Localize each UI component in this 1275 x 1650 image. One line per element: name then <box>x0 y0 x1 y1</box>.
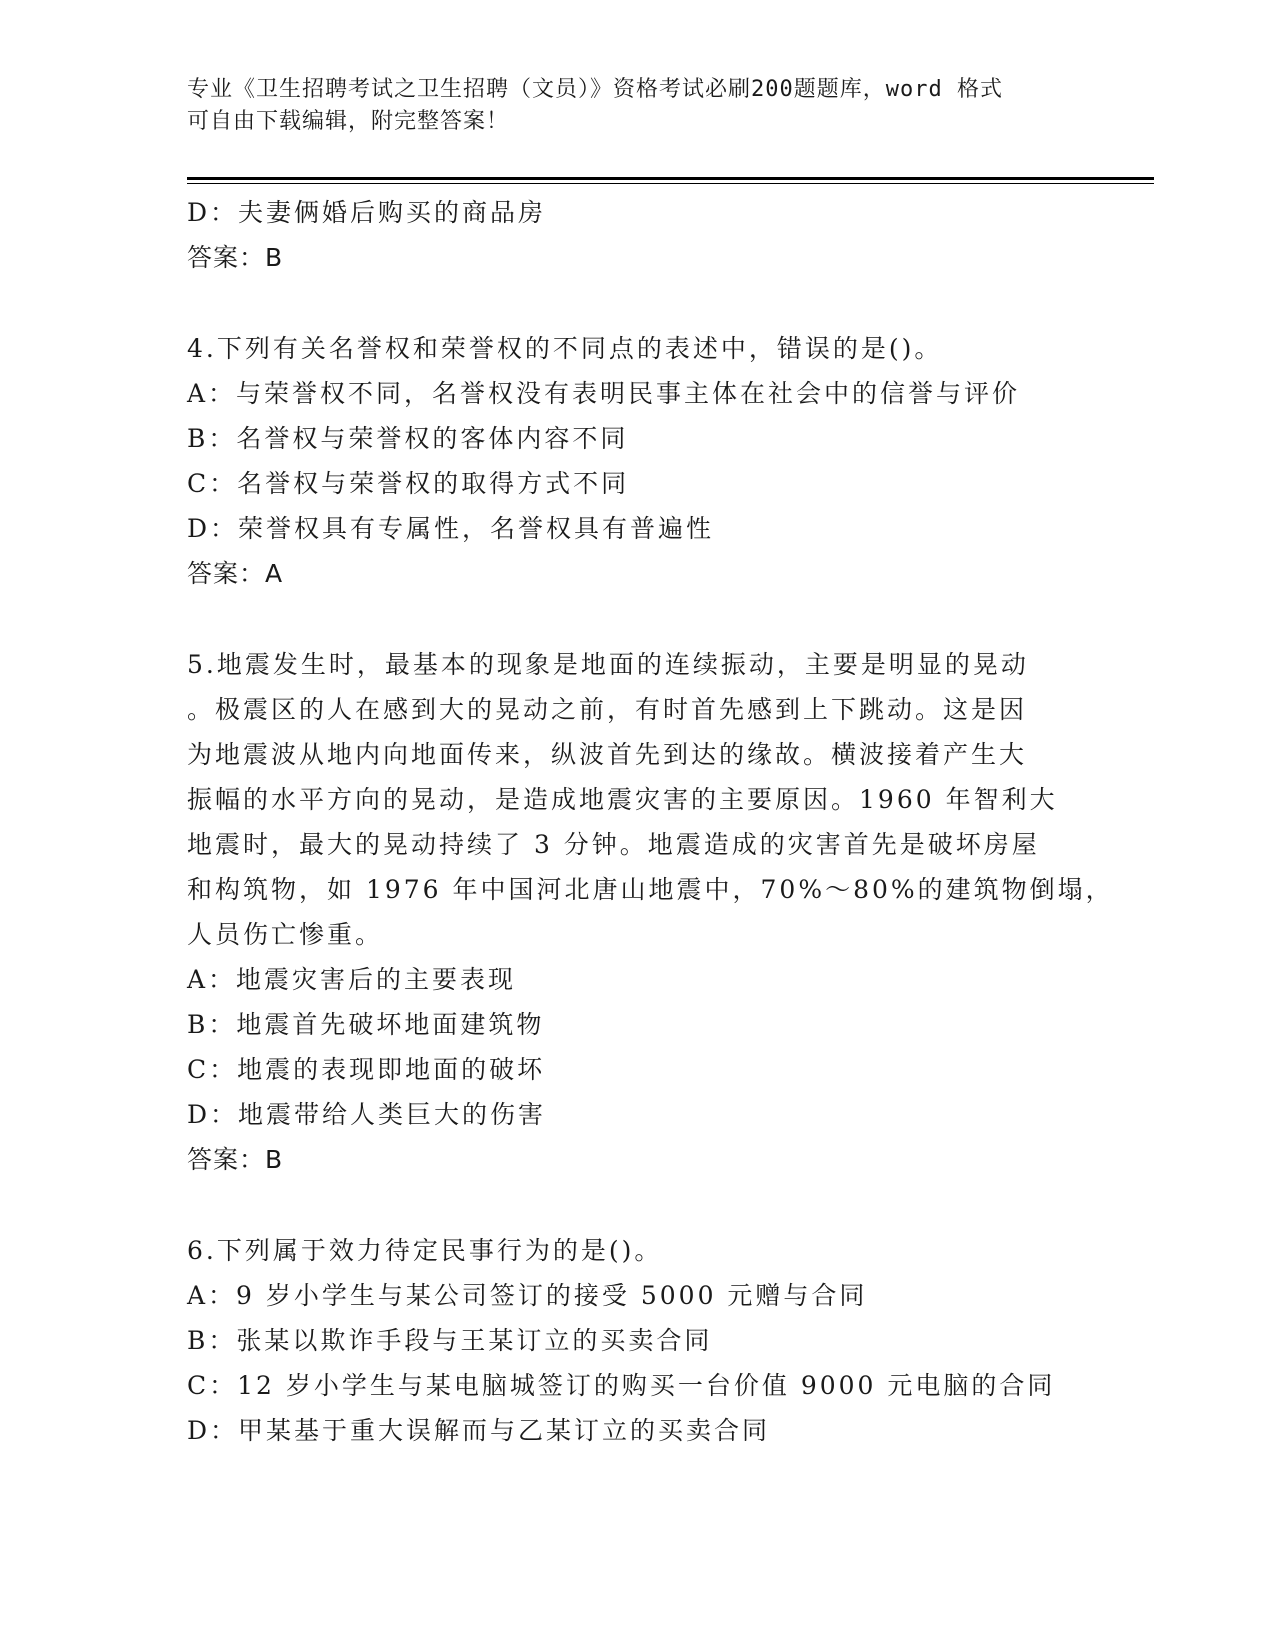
question-5 <box>187 642 1114 1182</box>
spacer <box>187 1182 1067 1228</box>
question-line: 地震时，最大的晃动持续了 3 分钟。地震造成的灾害首先是破坏房屋 <box>187 830 1040 859</box>
question-line: 振幅的水平方向的晃动，是造成地震灾害的主要原因。1960 年智利大 <box>187 785 1058 814</box>
header-line-1: 专业《卫生招聘考试之卫生招聘（文员）》资格考试必刷200题题库，word 格式 <box>187 77 1003 102</box>
answer: 答案：B <box>187 243 284 272</box>
question-line: 和构筑物，如 1976 年中国河北唐山地震中，70%～80%的建筑物倒塌， <box>187 875 1114 904</box>
answer: 答案：A <box>187 559 284 588</box>
header-line-2: 可自由下载编辑，附完整答案！ <box>187 109 510 134</box>
answer: 答案：B <box>187 1145 284 1174</box>
option-d: D：荣誉权具有专属性，名誉权具有普遍性 <box>187 514 715 543</box>
question-line: 为地震波从地内向地面传来，纵波首先到达的缘故。横波接着产生大 <box>187 740 1028 769</box>
question-3-tail <box>187 190 1067 280</box>
option-a: A：地震灾害后的主要表现 <box>187 965 517 994</box>
question-6 <box>187 1228 1067 1453</box>
option-c: C：名誉权与荣誉权的取得方式不同 <box>187 469 630 498</box>
spacer <box>187 596 1067 642</box>
header-divider-thin <box>187 183 1154 184</box>
spacer <box>187 280 1067 326</box>
option-d: D：夫妻俩婚后购买的商品房 <box>187 198 547 227</box>
option-c: C：地震的表现即地面的破坏 <box>187 1055 546 1084</box>
option-d: D：地震带给人类巨大的伤害 <box>187 1100 547 1129</box>
document-header <box>187 74 1067 138</box>
option-d: D：甲某基于重大误解而与乙某订立的买卖合同 <box>187 1416 771 1445</box>
question-text: 4.下列有关名誉权和荣誉权的不同点的表述中，错误的是()。 <box>187 334 943 363</box>
question-text: 6.下列属于效力待定民事行为的是()。 <box>187 1236 663 1265</box>
question-line: 。极震区的人在感到大的晃动之前，有时首先感到上下跳动。这是因 <box>187 695 1028 724</box>
header-divider-thick <box>187 177 1154 180</box>
option-a: A：9 岁小学生与某公司签订的接受 5000 元赠与合同 <box>187 1281 868 1310</box>
document-body <box>187 190 1114 1453</box>
option-b: B：名誉权与荣誉权的客体内容不同 <box>187 424 629 453</box>
option-b: B：张某以欺诈手段与王某订立的买卖合同 <box>187 1326 713 1355</box>
option-b: B：地震首先破坏地面建筑物 <box>187 1010 545 1039</box>
option-c: C：12 岁小学生与某电脑城签订的购买一台价值 9000 元电脑的合同 <box>187 1371 1056 1400</box>
question-4 <box>187 326 1067 596</box>
question-text <box>187 642 1114 957</box>
question-line: 人员伤亡惨重。 <box>187 920 384 949</box>
question-line: 5.地震发生时，最基本的现象是地面的连续振动，主要是明显的晃动 <box>187 650 1029 679</box>
option-a: A：与荣誉权不同，名誉权没有表明民事主体在社会中的信誉与评价 <box>187 379 1021 408</box>
